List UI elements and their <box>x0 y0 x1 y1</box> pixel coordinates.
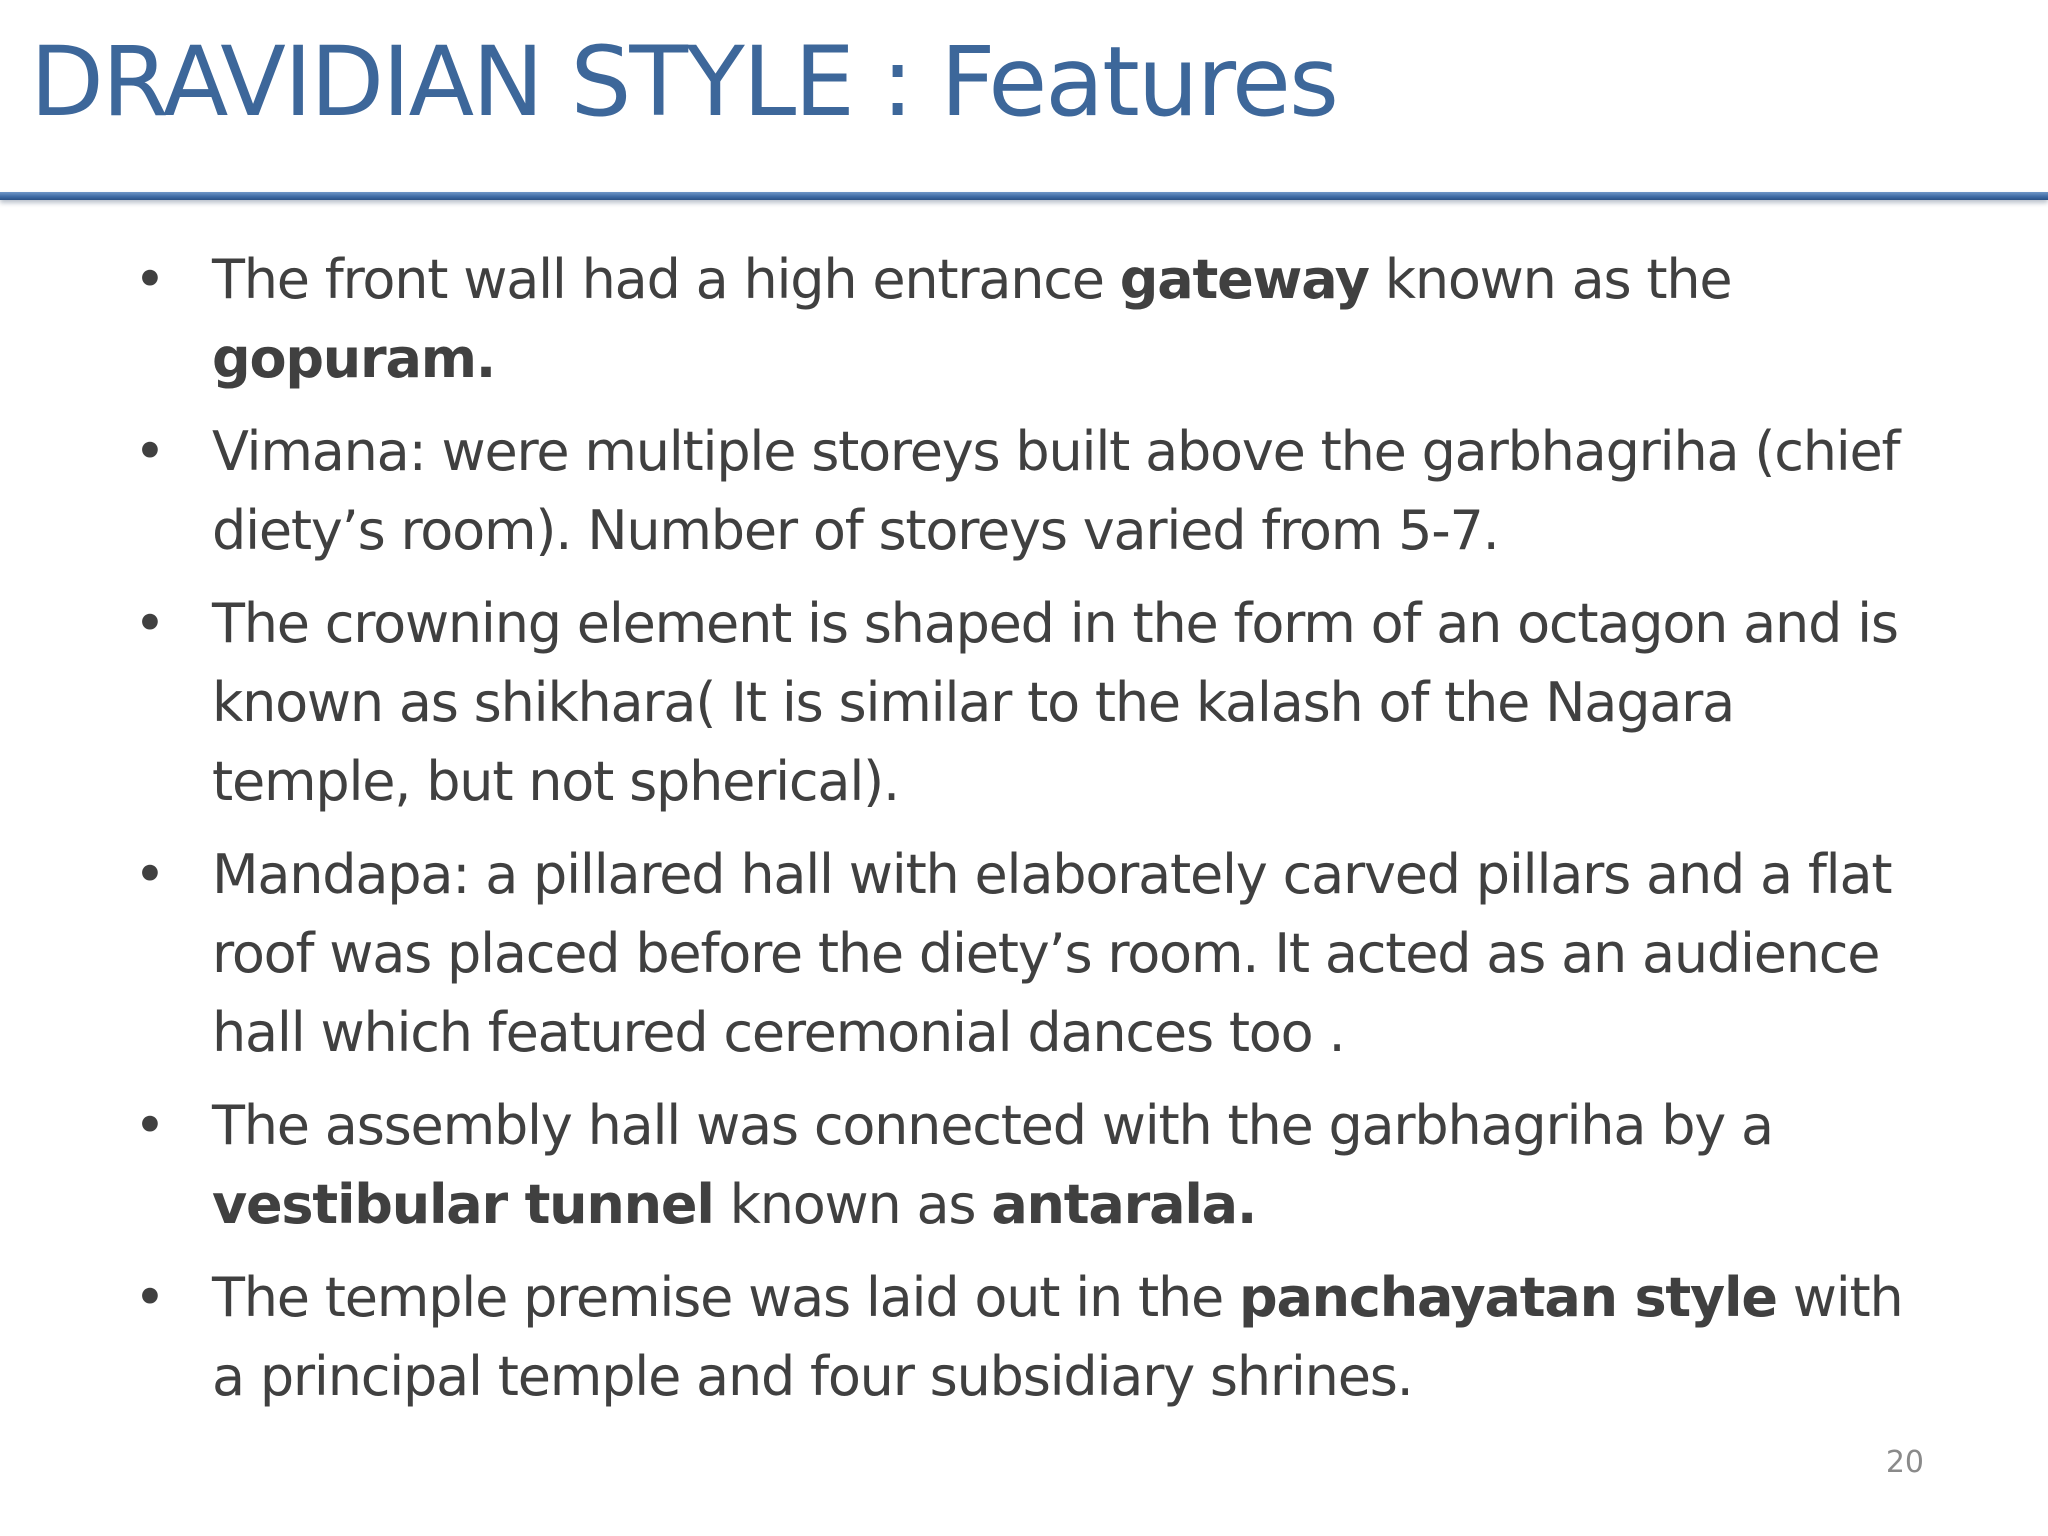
bullet-text: The front wall had a high entrance <box>212 248 1120 311</box>
bold-term-vestibular-tunnel: vestibular tunnel <box>212 1173 714 1236</box>
bullet-dot: • <box>134 592 165 655</box>
bullet-vimana <box>0 412 1912 570</box>
page-number: 20 <box>1885 1445 1924 1480</box>
bullet-text: The assembly hall was connected with the garbhagriha by a <box>212 1094 1773 1157</box>
bullet-text: Vimana: were multiple storeys built above the garbhagriha (chief diety’s room). Number of storeys varied from 5-7. <box>212 420 1900 562</box>
bold-term-gopuram: gopuram. <box>212 327 496 390</box>
bullet-dot: • <box>134 1266 165 1329</box>
bullet-text: known as the <box>1368 248 1732 311</box>
bullet-shikhara <box>0 584 1912 821</box>
bullet-text: Mandapa: a pillared hall with elaborately carved pillars and a flat roof was placed before the diety’s room. It acted as an audience hall which featured ceremonial dances too . <box>212 843 1892 1064</box>
bold-term-antarala: antarala. <box>991 1173 1257 1236</box>
bullet-list <box>0 240 2048 1430</box>
bullet-dot: • <box>134 843 165 906</box>
bullet-gopuram <box>0 240 1912 398</box>
bullet-antarala <box>0 1086 1912 1244</box>
bold-term-panchayatan-style: panchayatan style <box>1238 1266 1777 1329</box>
bullet-text: known as <box>713 1173 992 1236</box>
slide-title: DRAVIDIAN STYLE : Features <box>30 26 1337 138</box>
bullet-text: The crowning element is shaped in the form of an octagon and is known as shikhara( It is similar to the kalash of the Nagara temple, but not spherical). <box>212 592 1898 813</box>
bullet-dot: • <box>134 248 165 311</box>
bullet-mandapa <box>0 835 1912 1072</box>
title-underline <box>0 192 2048 200</box>
bullet-text: The temple premise was laid out in the <box>212 1266 1239 1329</box>
bullet-text: with a principal temple and four subsidiary shrines. <box>212 1266 1903 1408</box>
bullet-dot: • <box>134 1094 165 1157</box>
bold-term-gateway: gateway <box>1119 248 1369 311</box>
bullet-panchayatan <box>0 1258 1912 1416</box>
bullet-dot: • <box>134 420 165 483</box>
